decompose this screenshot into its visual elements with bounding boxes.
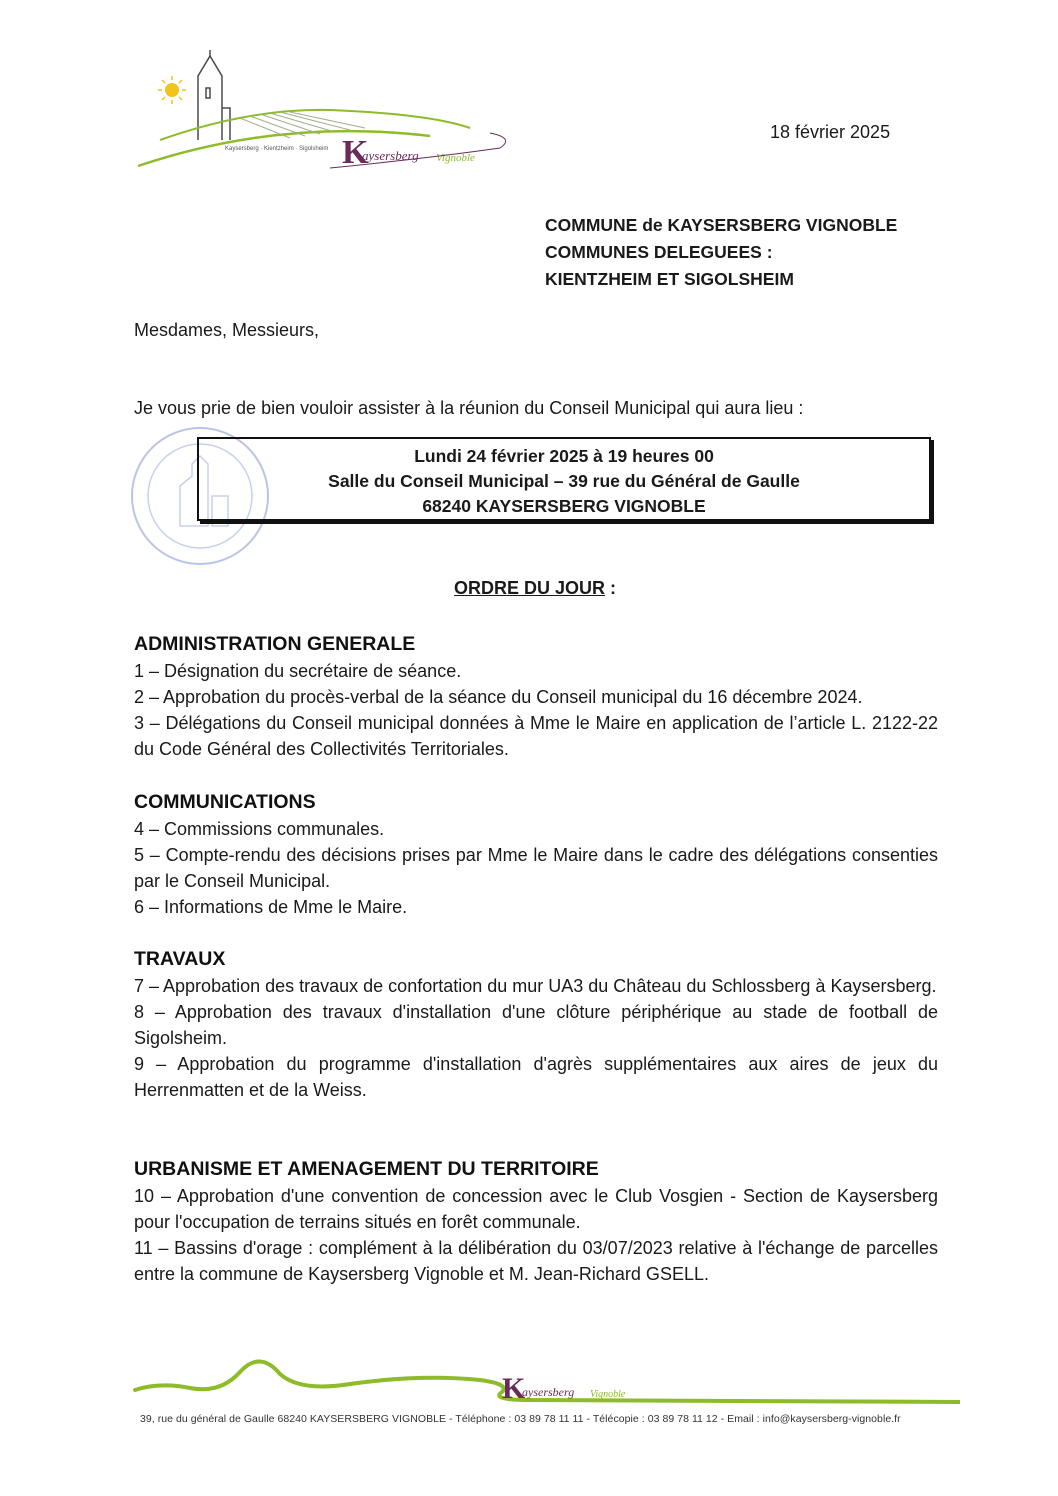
agenda-item: 5 – Compte-rendu des décisions prises par Mme le Maire dans le cadre des délégations consenties par le Conseil Municipal.: [134, 845, 938, 891]
sun-icon: [158, 76, 186, 104]
agenda-section: [134, 788, 938, 920]
agenda-item: 6 – Informations de Mme le Maire.: [134, 897, 408, 917]
agenda-section: [134, 1155, 938, 1287]
footer-logo-vignoble: Vignoble: [590, 1389, 626, 1400]
agenda-item: 7 – Approbation des travaux de confortation du mur UA3 du Château du Schlossberg à Kaysersberg.: [134, 976, 937, 996]
section-title: URBANISME ET AMENAGEMENT DU TERRITOIRE: [134, 1158, 599, 1180]
recipient-line: KIENTZHEIM ET SIGOLSHEIM: [545, 269, 794, 289]
recipient-line: COMMUNE de KAYSERSBERG VIGNOBLE: [545, 215, 898, 235]
agenda-item: 1 – Désignation du secrétaire de séance.: [134, 661, 462, 681]
logo-subtext: Kaysersberg · Kientzheim · Sigolsheim: [225, 146, 329, 152]
logo-name-vignoble: Vignoble: [436, 152, 475, 164]
meeting-city: 68240 KAYSERSBERG VIGNOBLE: [422, 496, 706, 516]
intro-text: Je vous prie de bien vouloir assister à la réunion du Conseil Municipal qui aura lieu :: [134, 398, 804, 418]
meeting-datetime: Lundi 24 février 2025 à 19 heures 00: [414, 446, 714, 466]
header-logo: [130, 48, 520, 188]
agenda-item: 9 – Approbation du programme d'installation d'agrès supplémentaires aux aires de jeux du Herrenmatten et de la Weiss.: [134, 1054, 938, 1100]
salutation: Mesdames, Messieurs,: [134, 320, 320, 340]
agenda-item: 4 – Commissions communales.: [134, 819, 385, 839]
footer-logo-name: aysersberg: [522, 1385, 575, 1399]
logo-k-mark: K: [342, 134, 369, 171]
agenda-section: [134, 945, 938, 1103]
agenda-item: 8 – Approbation des travaux d'installation d'une clôture périphérique au stade de football de Sigolsheim.: [134, 1002, 938, 1048]
section-title: TRAVAUX: [134, 948, 226, 970]
section-title: COMMUNICATIONS: [134, 791, 316, 813]
agenda-title: [0, 578, 1058, 599]
logo-name: aysersberg: [362, 148, 419, 163]
footer-k-mark: K: [502, 1372, 526, 1405]
section-title: ADMINISTRATION GENERALE: [134, 633, 416, 655]
letter-date: 18 février 2025: [770, 122, 891, 142]
agenda-section: [134, 630, 938, 762]
agenda-title-text: ORDRE DU JOUR: [453, 578, 605, 598]
footer-logo: [130, 1352, 960, 1412]
agenda-item: 11 – Bassins d'orage : complément à la délibération du 03/07/2023 relative à l'échange de parcelles entre la commune de Kaysersberg Vignoble et M. Jean-Richard GSELL.: [134, 1238, 938, 1284]
meeting-details-box: [197, 437, 931, 521]
agenda-item: 10 – Approbation d'une convention de concession avec le Club Vosgien - Section de Kaysersberg pour l'occupation de terrains situés en forêt communale.: [134, 1186, 938, 1232]
meeting-location: Salle du Conseil Municipal – 39 rue du Général de Gaulle: [328, 471, 800, 491]
agenda-title-colon: :: [605, 578, 616, 598]
footer-contact: 39, rue du général de Gaulle 68240 KAYSERSBERG VIGNOBLE - Téléphone : 03 89 78 11 11 - Télécopie : 03 89 78 11 12 - Email : info@kaysersberg-vignoble.fr: [140, 1413, 901, 1425]
recipient-line: COMMUNES DELEGUEES :: [545, 242, 773, 262]
recipient-block: [545, 212, 897, 293]
logo-illustration: [130, 48, 520, 188]
agenda-item: 2 – Approbation du procès-verbal de la séance du Conseil municipal du 16 décembre 2024.: [134, 687, 863, 707]
agenda-item: 3 – Délégations du Conseil municipal données à Mme le Maire en application de l’article L. 2122-22 du Code Général des Collectivités Territoriales.: [134, 713, 938, 759]
